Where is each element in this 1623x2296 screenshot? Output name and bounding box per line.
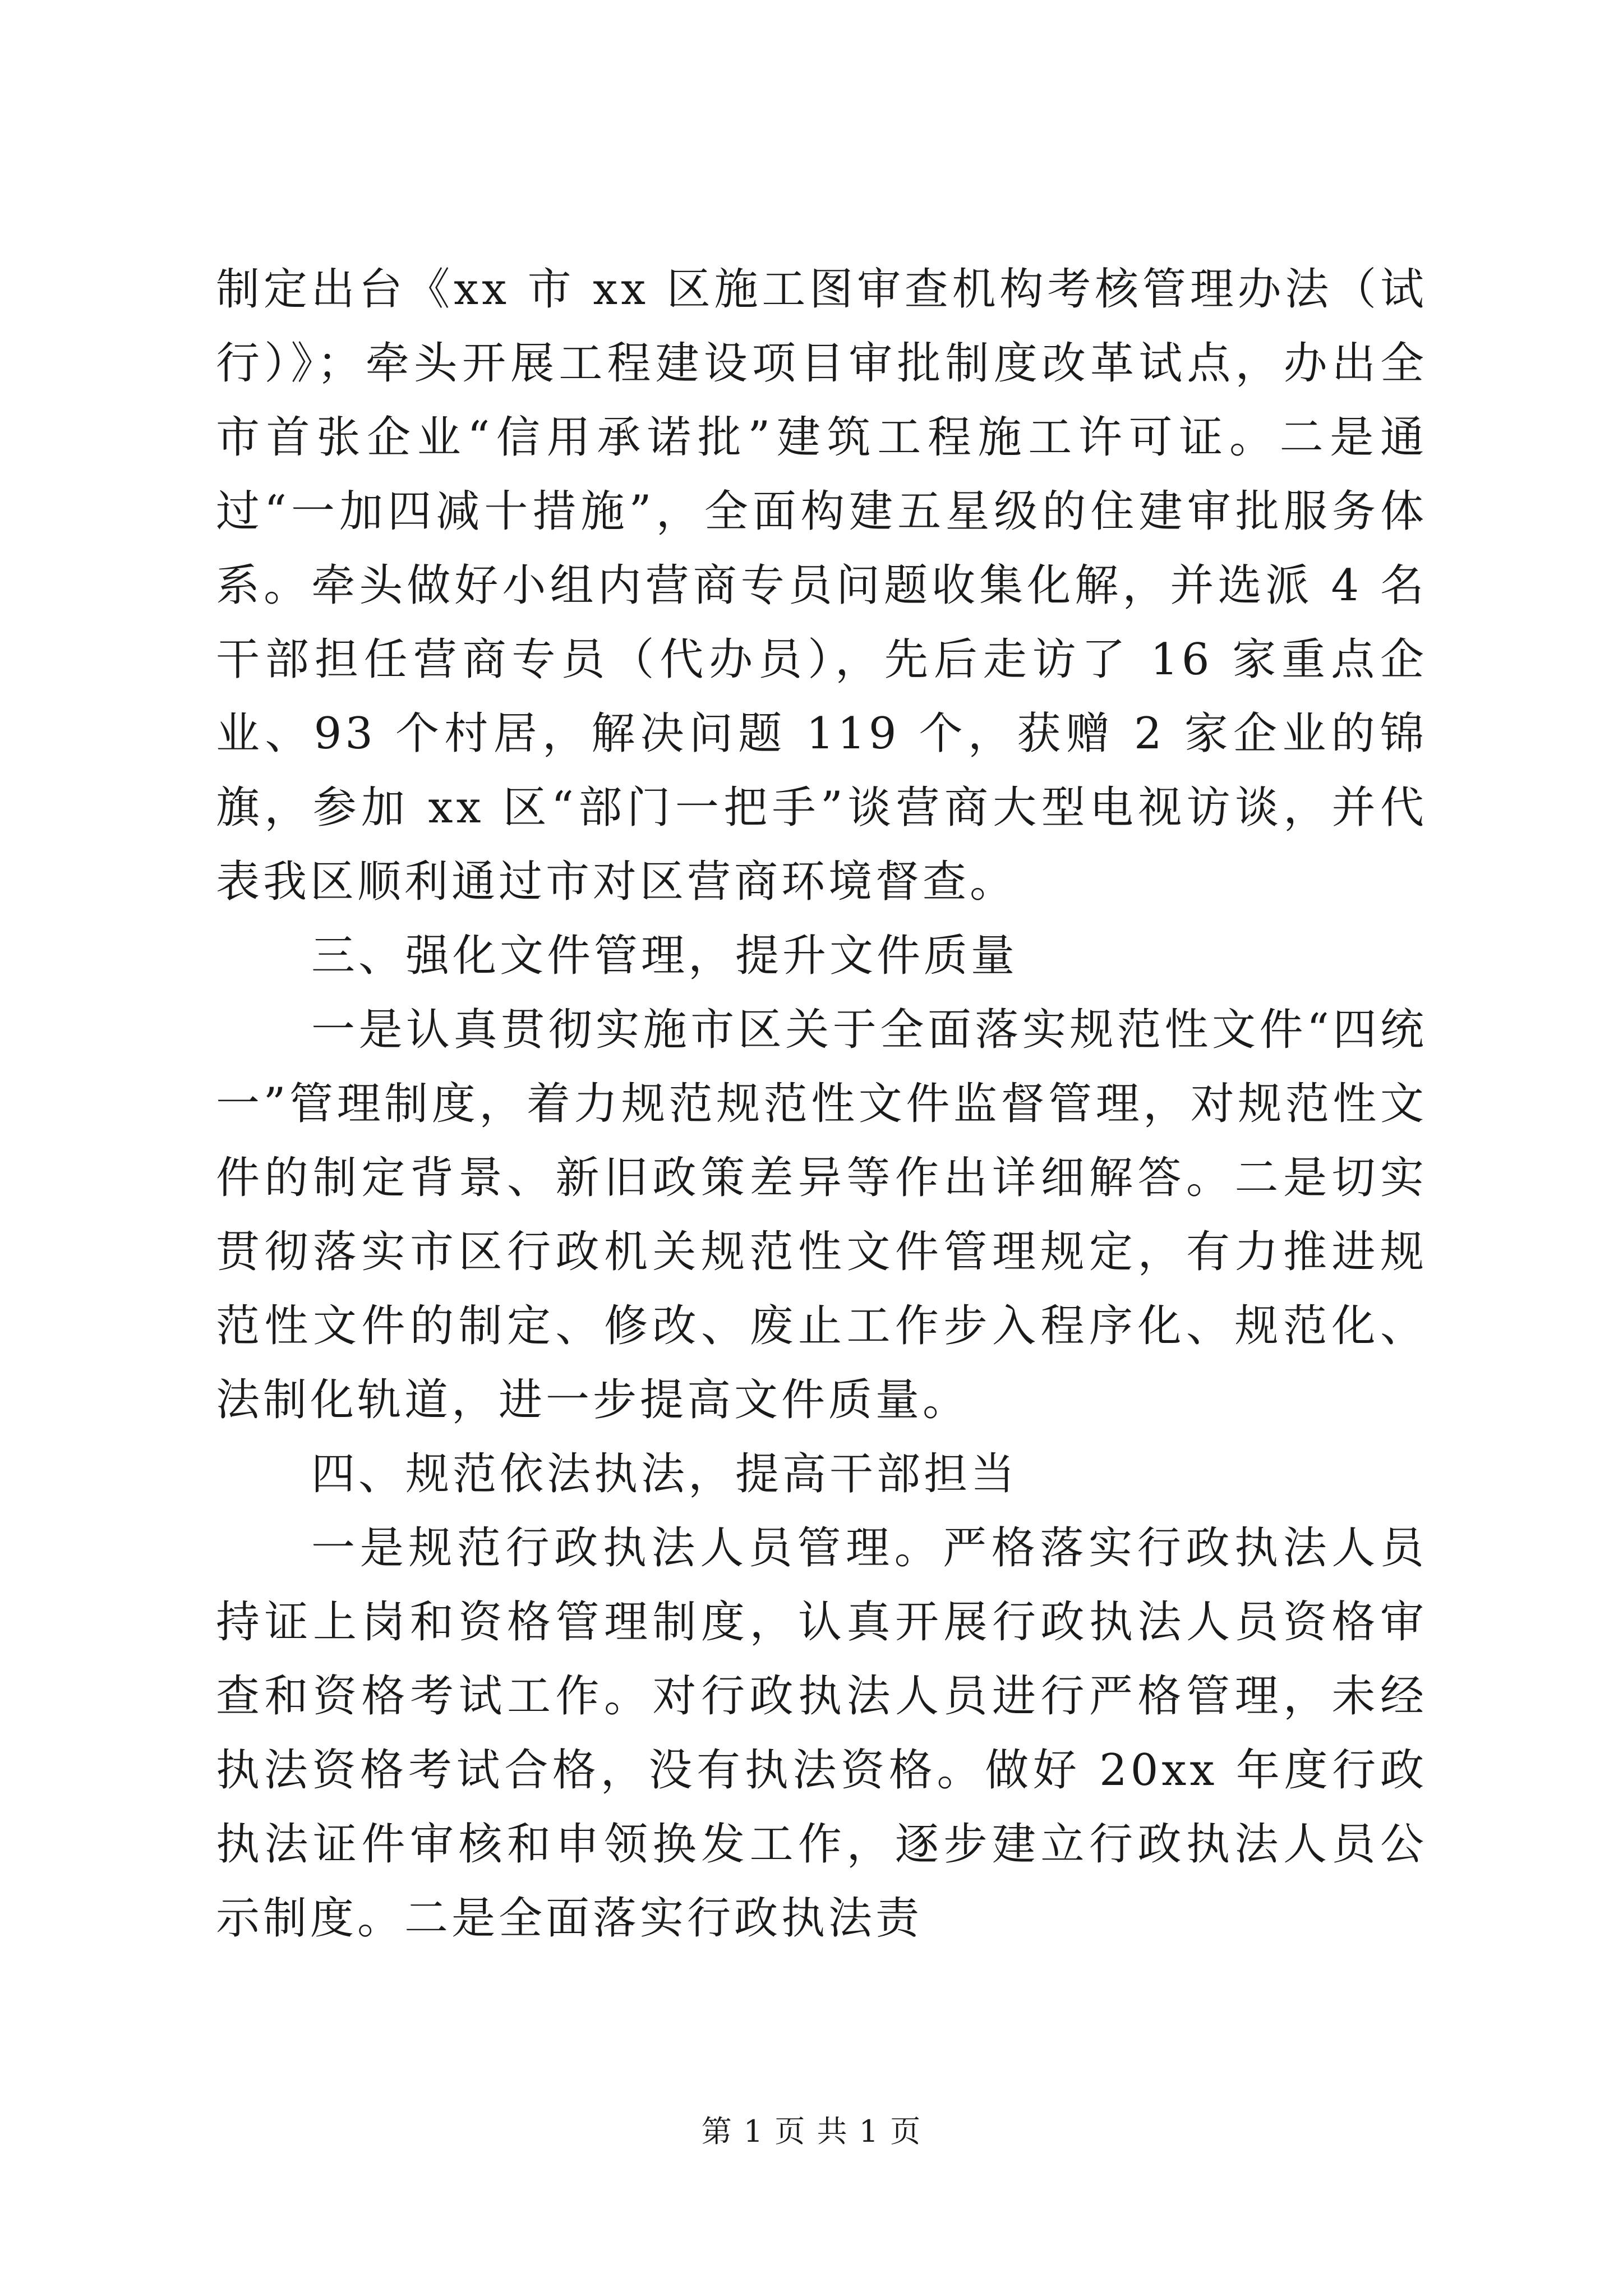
paragraph-2: 一是认真贯彻实施市区关于全面落实规范性文件“四统一”管理制度，着力规范规范性文件监督管理，对规范性文件的制定背景、新旧政策差异等作出详细解答。二是切实贯彻落实市区行政机关规范性文件管理规定，有力推进规范性文件的制定、修改、废止工作步入程序化、规范化、法制化轨道，进一步提高文件质量。: [216, 1005, 1427, 1425]
document-body: [216, 252, 1427, 1955]
paragraph-1: 制定出台《xx 市 xx 区施工图审查机构考核管理办法（试行）》；牵头开展工程建设项目审批制度改革试点，办出全市首张企业“信用承诺批”建筑工程施工许可证。二是通过“一加四减十措施”，全面构建五星级的住建审批服务体系。牵头做好小组内营商专员问题收集化解，并选派 4 名干部担任营商专员（代办员），先后走访了 16 家重点企业、93 个村居，解决问题 119 个，获赠 2 家企业的锦旗，参加 xx 区“部门一把手”谈营商大型电视访谈，并代表我区顺利通过市对区营商环境督查。: [216, 264, 1427, 907]
section-heading-3: 三、强化文件管理，提升文件质量: [311, 931, 1018, 981]
paragraph-3: 一是规范行政执法人员管理。严格落实行政执法人员持证上岗和资格管理制度，认真开展行政执法人员资格审查和资格考试工作。对行政执法人员进行严格管理，未经执法资格考试合格，没有执法资格。做好 20xx 年度行政执法证件审核和申领换发工作，逐步建立行政执法人员公示制度。二是全面落实行政执法责: [216, 1523, 1427, 1944]
page-footer: [0, 2112, 1623, 2151]
section-heading-4: 四、规范依法执法，提高干部担当: [311, 1449, 1018, 1499]
page-number-label: 第 1 页 共 1 页: [701, 2114, 922, 2149]
